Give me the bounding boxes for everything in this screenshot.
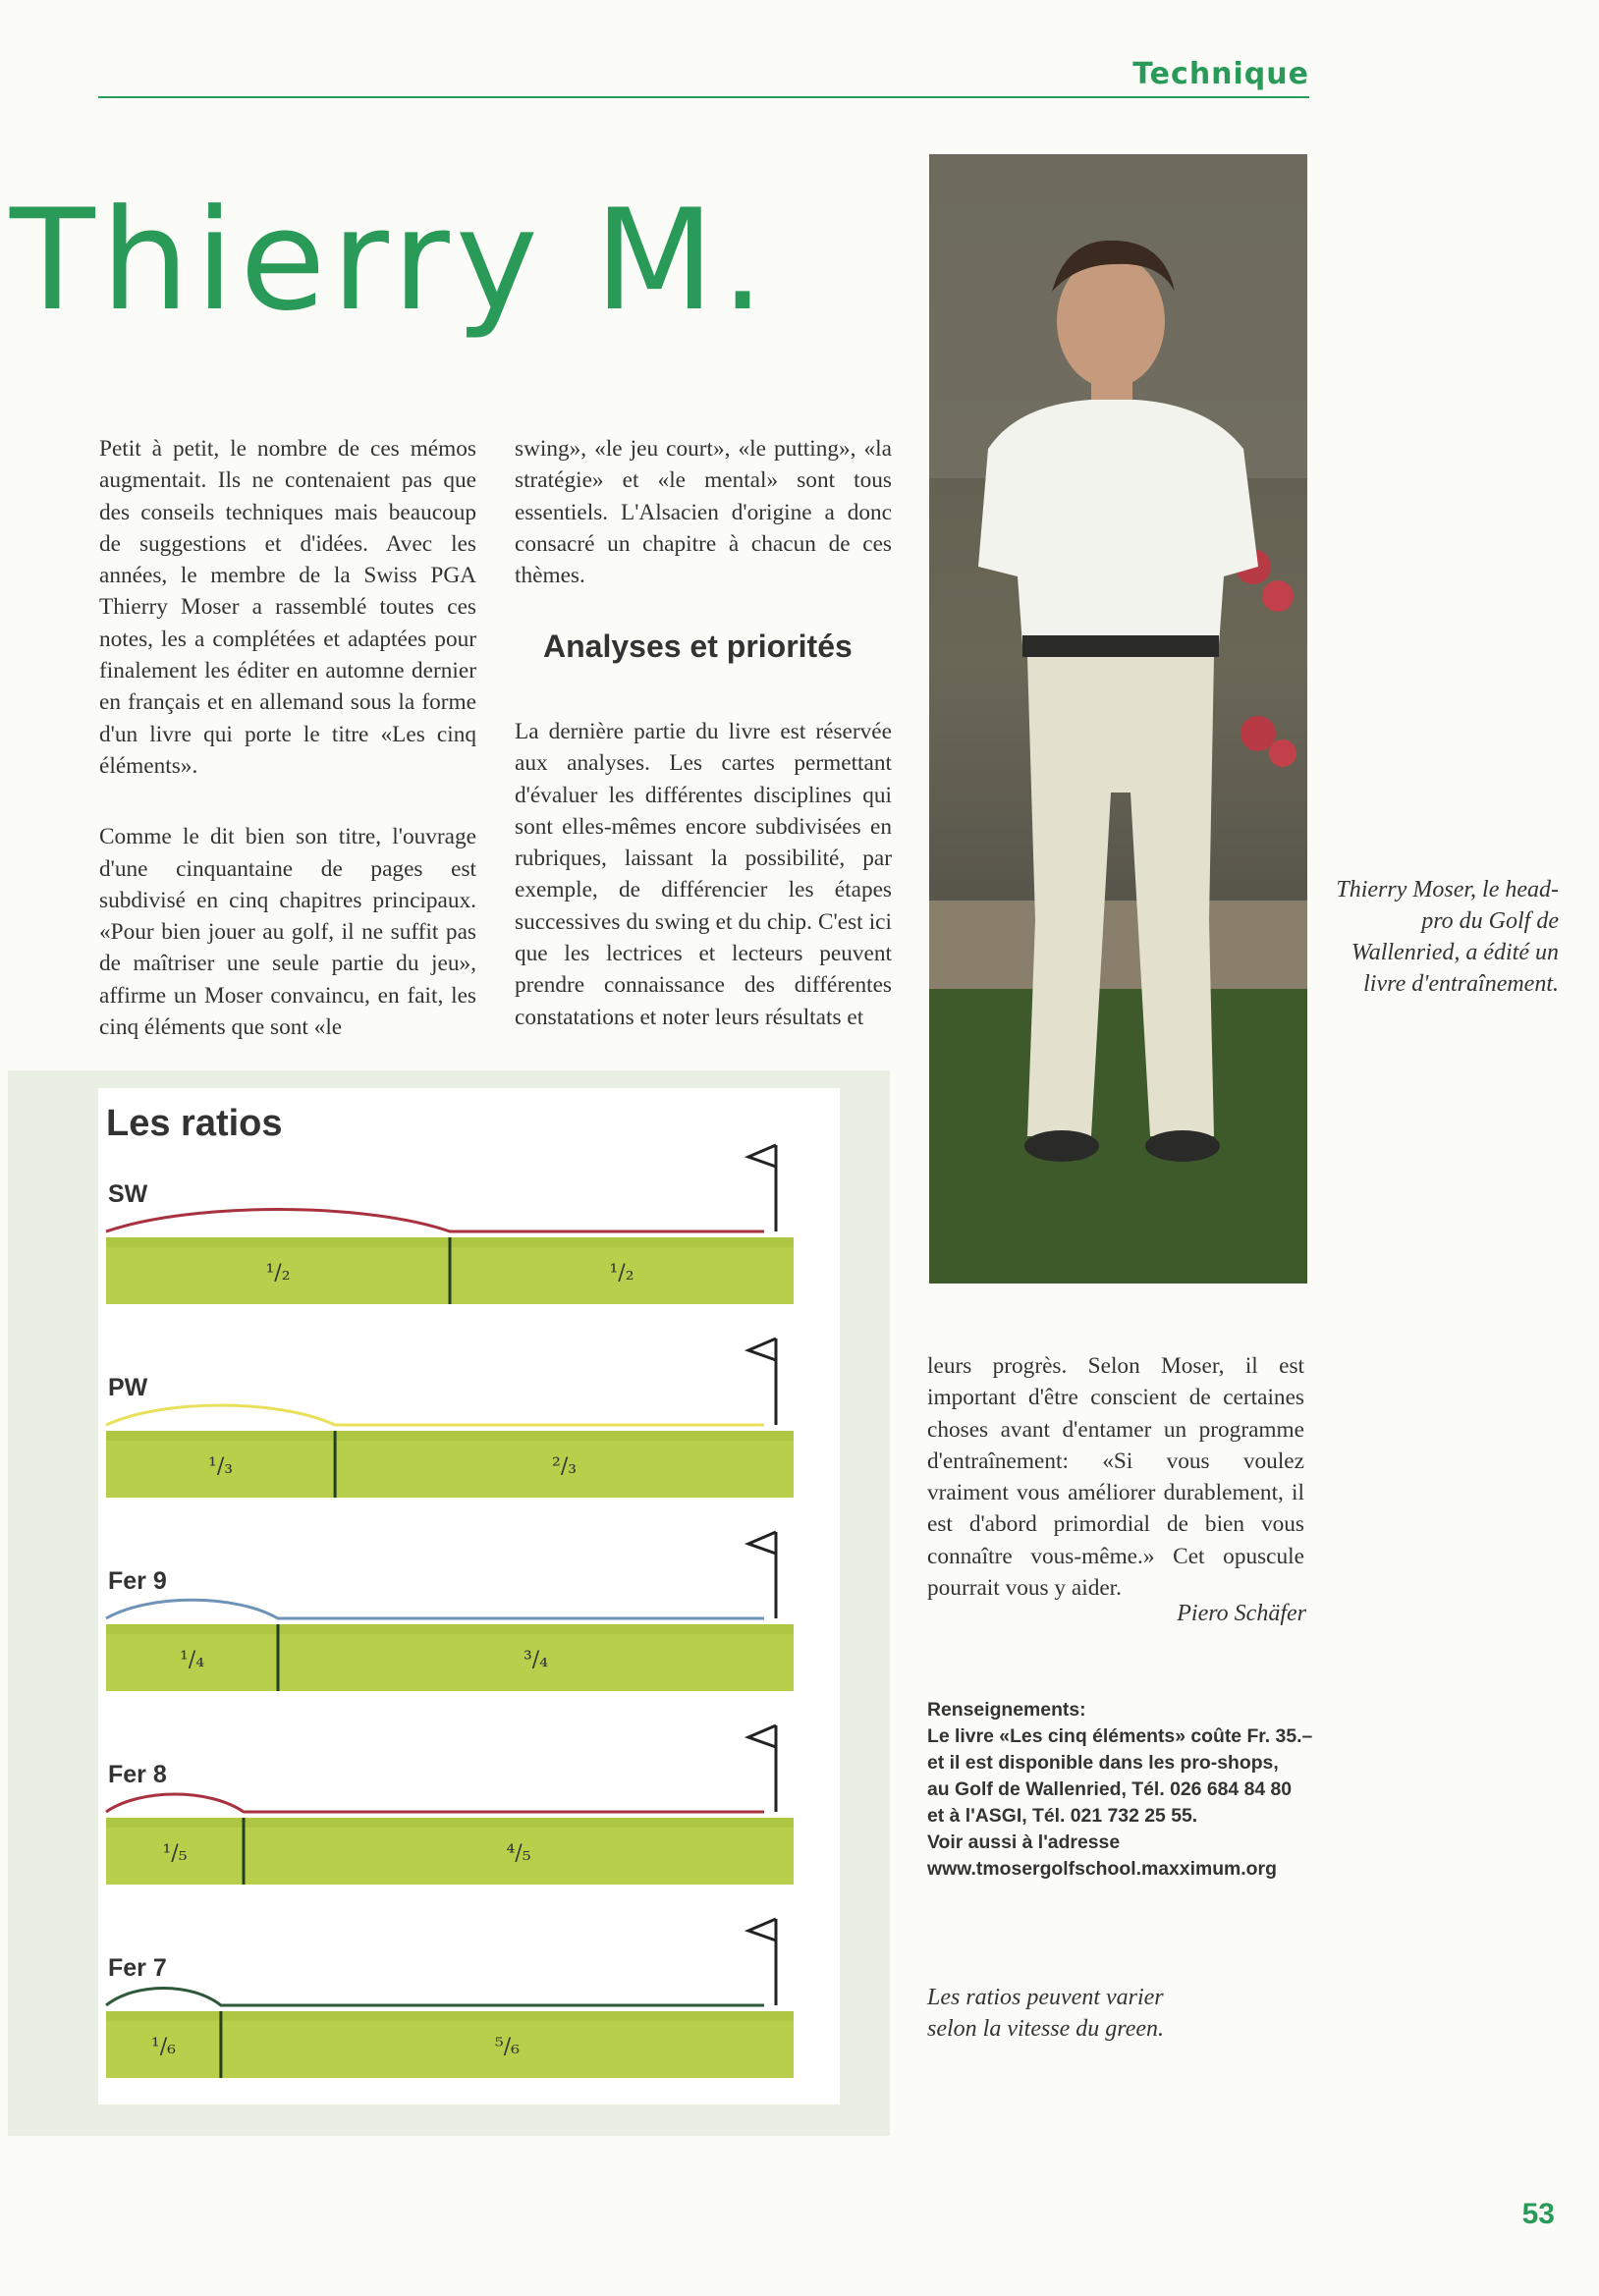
- subheading: Analyses et priorités: [543, 629, 853, 664]
- fairway-shade: [106, 1818, 794, 1828]
- header-rule: [98, 96, 1309, 98]
- fairway-shade: [106, 1624, 794, 1634]
- section-label: Technique: [1132, 57, 1309, 91]
- ball-trajectory: [106, 1988, 764, 2005]
- ratios-diagram: [98, 1088, 840, 2105]
- carry-fraction-label: ¹/₆: [150, 2035, 176, 2059]
- ball-trajectory: [106, 1405, 764, 1425]
- author-signature: Piero Schäfer: [1177, 1601, 1306, 1626]
- roll-fraction-label: ⁵/₆: [494, 2035, 520, 2059]
- info-line: au Golf de Wallenried, Tél. 026 684 84 80: [927, 1778, 1293, 1800]
- club-label: SW: [108, 1180, 148, 1208]
- club-label: Fer 8: [108, 1761, 167, 1788]
- roll-fraction-label: ¹/₂: [609, 1261, 634, 1285]
- paragraph: La dernière partie du livre est réservée aux analyses. Les cartes permettant d'évaluer les différentes disciplines qui sont elles-mêmes encore subdivisées en rubriques, laissant la possibilité, par exemple, de différencier les étapes successives du swing et du chip. C'est ici que les lectrices et lecteurs peuvent prendre connaissance des différentes constatations et noter leurs résultats et: [515, 719, 892, 1030]
- flag-icon: [748, 1725, 776, 1747]
- carry-fraction-label: ¹/₅: [162, 1841, 188, 1866]
- info-heading: Renseignements:: [927, 1699, 1086, 1721]
- ball-trajectory: [106, 1210, 764, 1232]
- roll-fraction-label: ³/₄: [523, 1648, 549, 1672]
- club-label: Fer 7: [108, 1954, 167, 1982]
- photo-caption: Thierry Moser, le head-pro du Golf de Wallenried, a édité un livre d'entraînement.: [1336, 877, 1559, 997]
- info-line: et il est disponible dans les pro-shops,: [927, 1752, 1279, 1774]
- article-column-2: [515, 433, 892, 591]
- article-column-1: [99, 433, 476, 1043]
- info-line: Le livre «Les cinq éléments» coûte Fr. 35.–: [927, 1725, 1313, 1747]
- roll-fraction-label: ⁴/₅: [506, 1841, 531, 1866]
- photo-thierry-moser: [929, 154, 1307, 1284]
- article-column-3: [927, 1350, 1304, 1604]
- ball-trajectory: [106, 1600, 764, 1618]
- flag-icon: [748, 1919, 776, 1941]
- flag-icon: [748, 1339, 776, 1360]
- info-line: Voir aussi à l'adresse: [927, 1831, 1121, 1853]
- paragraph: Petit à petit, le nombre de ces mémos augmentait. Ils ne contenaient pas que des conseils techniques mais beaucoup de suggestions et d'idées. Avec les années, le membre de la Swiss PGA Thierry Moser a rassemblé toutes ces notes, les a complétées et adaptées pour finalement les éditer en automne dernier en français et en allemand sous la forme d'un livre qui porte le titre «Les cinq éléments».: [99, 436, 476, 779]
- club-label: Fer 9: [108, 1567, 167, 1595]
- ratios-svg: [98, 1088, 840, 2105]
- info-link[interactable]: www.tmosergolfschool.maxximum.org: [927, 1858, 1277, 1880]
- article-column-2-continued: [515, 716, 892, 1033]
- fairway-bar: [106, 1624, 794, 1691]
- ratios-caption: Les ratios peuvent varier selon la vitesse du green.: [927, 1985, 1165, 2042]
- carry-fraction-label: ¹/₂: [265, 1261, 291, 1285]
- article-title: Thierry M.: [10, 180, 771, 342]
- info-box: [927, 1697, 1320, 1883]
- ratios-title: Les ratios: [106, 1103, 283, 1144]
- club-label: PW: [108, 1374, 148, 1401]
- flag-icon: [748, 1532, 776, 1554]
- paragraph: Comme le dit bien son titre, l'ouvrage d'une cinquantaine de pages est subdivisé en cinq chapitres principaux. «Pour bien jouer au golf, il ne suffit pas de maîtriser une seule partie du jeu», affirme un Moser convaincu, en fait, les cinq éléments que sont «le: [99, 824, 476, 1041]
- carry-fraction-label: ¹/₃: [208, 1454, 234, 1479]
- fairway-bar: [106, 1818, 794, 1885]
- paragraph: swing», «le jeu court», «le putting», «la stratégie» et «le mental» sont tous essentiels. L'Alsacien d'origine a donc consacré un chapitre à chacun de ces thèmes.: [515, 436, 892, 589]
- flag-icon: [748, 1145, 776, 1167]
- fairway-shade: [106, 2011, 794, 2021]
- info-line: et à l'ASGI, Tél. 021 732 25 55.: [927, 1805, 1198, 1827]
- page-number: 53: [1521, 2198, 1555, 2230]
- roll-fraction-label: ²/₃: [552, 1454, 578, 1479]
- paragraph: leurs progrès. Selon Moser, il est important d'être conscient de certaines choses avant d'entamer un programme d'entraînement: «Si vous voulez vraiment vous améliorer durablement, il est d'abord primordial de bien vous connaître vous-même.» Cet opuscule pourrait vous y aider.: [927, 1353, 1304, 1602]
- fairway-bar: [106, 2011, 794, 2078]
- fairway-shade: [106, 1431, 794, 1441]
- ball-trajectory: [106, 1794, 764, 1812]
- carry-fraction-label: ¹/₄: [179, 1648, 205, 1672]
